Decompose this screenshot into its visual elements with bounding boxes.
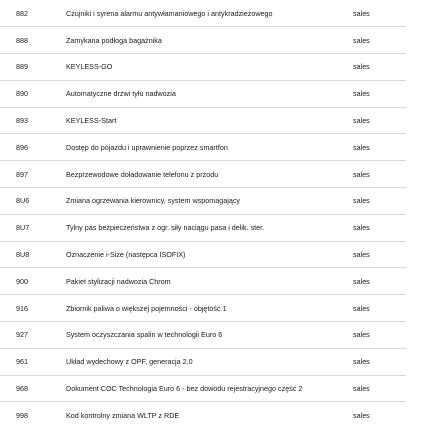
option-category: sales bbox=[353, 322, 406, 349]
option-code: 888 bbox=[0, 27, 66, 54]
option-code: 961 bbox=[0, 348, 66, 375]
option-description: KEYLESS-GO bbox=[66, 54, 353, 81]
option-code: 893 bbox=[0, 107, 66, 134]
option-code: 968 bbox=[0, 375, 66, 402]
option-code: 927 bbox=[0, 322, 66, 349]
option-category: sales bbox=[353, 402, 406, 429]
row-spacer bbox=[406, 214, 422, 241]
row-spacer bbox=[406, 375, 422, 402]
row-spacer bbox=[406, 161, 422, 188]
option-category: sales bbox=[353, 80, 406, 107]
table-row bbox=[0, 27, 422, 54]
option-category: sales bbox=[353, 188, 406, 215]
table-row bbox=[0, 107, 422, 134]
option-code: 889 bbox=[0, 54, 66, 81]
option-description: Oznaczenie i-Size (następca ISOFIX) bbox=[66, 241, 353, 268]
option-description: System oczyszczania spalin w technologii Euro 6 bbox=[66, 322, 353, 349]
table-row bbox=[0, 188, 422, 215]
option-description: Kod kontrolny zmiana WLTP z RDE bbox=[66, 402, 353, 429]
option-category: sales bbox=[353, 295, 406, 322]
option-code: 8U7 bbox=[0, 214, 66, 241]
option-description: Dokument COC Technologia Euro 6 - bez dowodu rejestracyjnego część 2 bbox=[66, 375, 353, 402]
table-row bbox=[0, 214, 422, 241]
row-spacer bbox=[406, 322, 422, 349]
table-row bbox=[0, 348, 422, 375]
option-description: Zmiana ogrzewania kierownicy, system wspomagający bbox=[66, 188, 353, 215]
table-row bbox=[0, 54, 422, 81]
option-description: Bezprzewodowe doładowanie telefonu z przodu bbox=[66, 161, 353, 188]
table-row bbox=[0, 322, 422, 349]
table-row bbox=[0, 268, 422, 295]
option-description: Dostęp do pojazdu i uprawnienie poprzez smartfon bbox=[66, 134, 353, 161]
option-code: 897 bbox=[0, 161, 66, 188]
option-category: sales bbox=[353, 134, 406, 161]
option-category: sales bbox=[353, 107, 406, 134]
option-description: Pakiet stylizacji nadwozia Chrom bbox=[66, 268, 353, 295]
option-description: Tylny pas bezpieczeństwa z ogr. siły naciągu pasa i delik. ster. bbox=[66, 214, 353, 241]
table-row bbox=[0, 0, 422, 27]
option-description: KEYLESS-Start bbox=[66, 107, 353, 134]
table-row bbox=[0, 134, 422, 161]
option-category: sales bbox=[353, 161, 406, 188]
table-row bbox=[0, 80, 422, 107]
option-code: 882 bbox=[16, 8, 28, 18]
row-spacer bbox=[406, 80, 422, 107]
row-spacer bbox=[406, 54, 422, 81]
option-code: 900 bbox=[0, 268, 66, 295]
table-row bbox=[0, 241, 422, 268]
table-row bbox=[0, 402, 422, 429]
option-category: sales bbox=[353, 8, 370, 18]
option-category: sales bbox=[353, 348, 406, 375]
row-spacer bbox=[406, 241, 422, 268]
row-spacer bbox=[406, 268, 422, 295]
row-spacer bbox=[406, 188, 422, 215]
option-description: Czujniki i syrena alarmu antywłamaniowego i antykradzieżowego bbox=[66, 8, 273, 18]
option-description: Układ wydechowy z OPF, generacja 2.0 bbox=[66, 348, 353, 375]
row-spacer bbox=[406, 402, 422, 429]
option-code: 8U6 bbox=[0, 188, 66, 215]
option-category: sales bbox=[353, 27, 406, 54]
row-spacer bbox=[406, 295, 422, 322]
option-code: 890 bbox=[0, 80, 66, 107]
option-code: 998 bbox=[0, 402, 66, 429]
row-spacer bbox=[406, 134, 422, 161]
option-code: 8U8 bbox=[0, 241, 66, 268]
option-category: sales bbox=[353, 375, 406, 402]
row-spacer bbox=[406, 107, 422, 134]
option-category: sales bbox=[353, 54, 406, 81]
row-spacer bbox=[406, 0, 422, 27]
row-spacer bbox=[406, 27, 422, 54]
option-category: sales bbox=[353, 268, 406, 295]
table-row bbox=[0, 161, 422, 188]
option-description: Zbiornik paliwa o większej pojemności - objętość 1 bbox=[66, 295, 353, 322]
row-spacer bbox=[406, 348, 422, 375]
option-code: 896 bbox=[0, 134, 66, 161]
option-description: Zamykana podłoga bagażnika bbox=[66, 27, 353, 54]
table-row bbox=[0, 295, 422, 322]
table-row bbox=[0, 375, 422, 402]
option-code: 916 bbox=[0, 295, 66, 322]
option-description: Automatyczne drzwi tyłu nadwozia bbox=[66, 80, 353, 107]
option-category: sales bbox=[353, 241, 406, 268]
option-category: sales bbox=[353, 214, 406, 241]
